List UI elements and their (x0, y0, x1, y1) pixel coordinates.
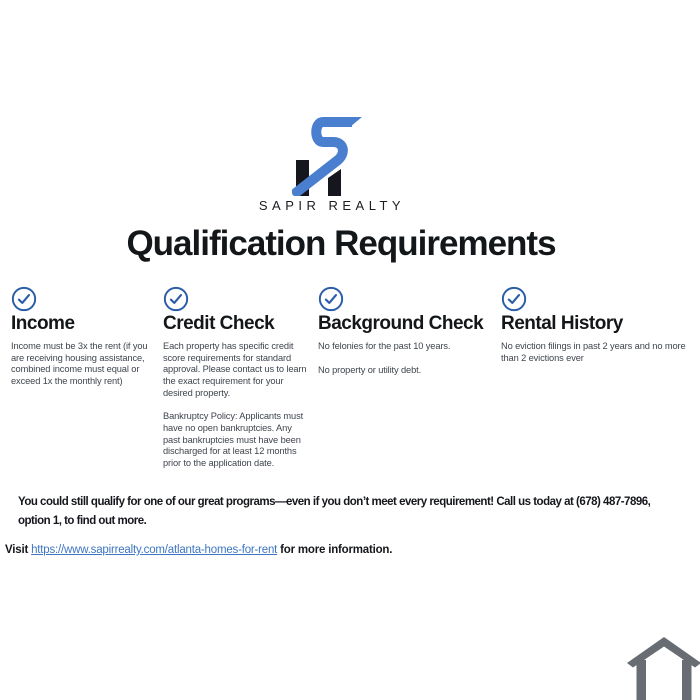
sapir-realty-logo-icon (292, 110, 364, 196)
requirement-title: Rental History (501, 313, 623, 334)
requirement-paragraph: Each property has specific credit score requirements for standard approval. Please contact us to learn the exact requirement for your desired property. (163, 340, 307, 398)
requirement-paragraph: Income must be 3x the rent (if you are receiving housing assistance, combined income must equal or exceed 1x the monthly rent) (11, 340, 148, 386)
check-circle-icon (501, 286, 527, 312)
requirement-title: Background Check (318, 313, 484, 334)
house-icon (627, 637, 700, 700)
qualify-callout-text: You could still qualify for one of our great programs—even if you don’t meet every requirement! Call us today at (678) 487-7896, option 1, to find out more. (18, 496, 651, 527)
requirement-body (11, 341, 153, 388)
page-title: Qualification Requirements (126, 224, 556, 263)
requirement-background-check (318, 286, 496, 376)
requirement-rental-history (501, 286, 700, 364)
check-circle-icon (163, 286, 189, 312)
visit-suffix: for more information. (280, 544, 393, 556)
brand-name: SAPIR REALTY (258, 198, 406, 213)
requirement-credit-check (163, 286, 311, 470)
brand-block (0, 110, 678, 213)
website-link[interactable]: https://www.sapirrealty.com/atlanta-homes-for-rent (31, 544, 278, 556)
visit-prefix: Visit (5, 544, 29, 556)
check-circle-icon (11, 286, 37, 312)
requirement-income (11, 286, 153, 388)
requirement-paragraph: No property or utility debt. (318, 364, 422, 375)
requirement-paragraph: Bankruptcy Policy: Applicants must have no open bankruptcies. Any past bankruptcies must have been discharged for at least 12 months prior to the application date. (163, 411, 304, 469)
requirement-body (318, 341, 496, 376)
check-circle-icon (318, 286, 344, 312)
requirement-title: Credit Check (163, 313, 275, 334)
requirement-title: Income (11, 313, 75, 334)
requirement-paragraph: No eviction filings in past 2 years and no more than 2 evictions ever (501, 340, 686, 363)
requirement-body (163, 341, 311, 470)
requirement-body (501, 341, 700, 364)
requirement-paragraph: No felonies for the past 10 years. (318, 340, 451, 351)
visit-line (5, 544, 392, 556)
